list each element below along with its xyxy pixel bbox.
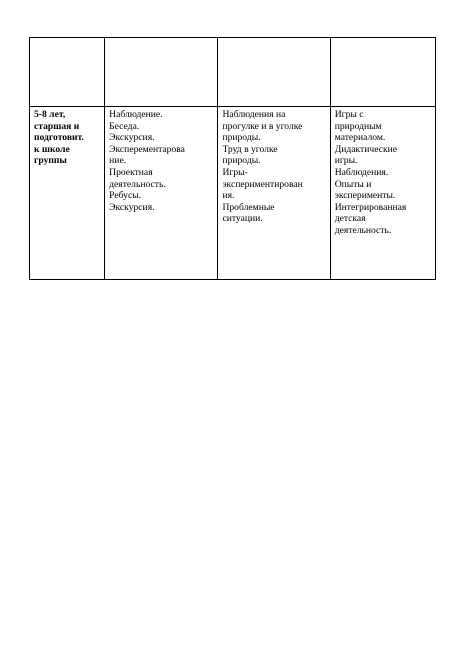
- games-line: Дидактические: [334, 143, 398, 155]
- activities-line: ия.: [222, 190, 235, 202]
- age-group-line: подготовит.: [34, 132, 84, 144]
- activities-line: Наблюдения на: [222, 109, 286, 120]
- games-line: эксперименты.: [334, 190, 396, 202]
- activities-table: [29, 37, 436, 280]
- methods-line: Экскурсия.: [109, 132, 155, 144]
- activities-cell: [218, 107, 330, 280]
- games-line: Интегрированная: [334, 201, 407, 213]
- games-cell: [330, 107, 435, 280]
- activities-line: природы.: [222, 155, 261, 167]
- age-group-cell: [30, 107, 105, 280]
- table-cell: [330, 38, 435, 107]
- table-row-age-group: [30, 107, 436, 280]
- age-group-line: 5-8 лет,: [34, 109, 66, 120]
- methods-line: Беседа.: [109, 120, 140, 132]
- games-line: материалом.: [334, 132, 386, 144]
- methods-line: ние.: [109, 155, 127, 167]
- activities-line: природы.: [222, 132, 261, 144]
- games-line: детская: [334, 213, 366, 225]
- games-line: Игры с: [334, 109, 364, 120]
- games-line: Наблюдения.: [334, 166, 389, 178]
- methods-line: Ребусы.: [109, 190, 142, 202]
- games-line: Опыты и: [334, 178, 372, 190]
- methods-line: Экскурсия.: [109, 201, 155, 213]
- age-group-line: к школе: [34, 143, 70, 155]
- activities-line: экспериментирован: [222, 178, 303, 190]
- methods-line: деятельность.: [109, 178, 166, 190]
- methods-line: Эксперементарова: [109, 143, 185, 155]
- methods-line: Наблюдение.: [109, 109, 163, 120]
- methods-line: Проектная: [109, 166, 153, 178]
- activities-line: ситуации.: [222, 213, 263, 225]
- age-group-line: старшая и: [34, 120, 80, 132]
- table-cell: [218, 38, 330, 107]
- activities-line: Проблемные: [222, 201, 275, 213]
- activities-line: Игры-: [222, 166, 248, 178]
- table-cell: [105, 38, 218, 107]
- table-cell: [30, 38, 105, 107]
- age-group-line: группы: [34, 155, 67, 167]
- methods-cell: [105, 107, 218, 280]
- games-line: игры.: [334, 155, 358, 167]
- table-row-empty: [30, 38, 436, 107]
- games-line: деятельность.: [334, 224, 392, 236]
- activities-line: Труд в уголке: [222, 143, 278, 155]
- games-line: природным: [334, 120, 382, 132]
- activities-line: прогулке и в уголке: [222, 120, 303, 132]
